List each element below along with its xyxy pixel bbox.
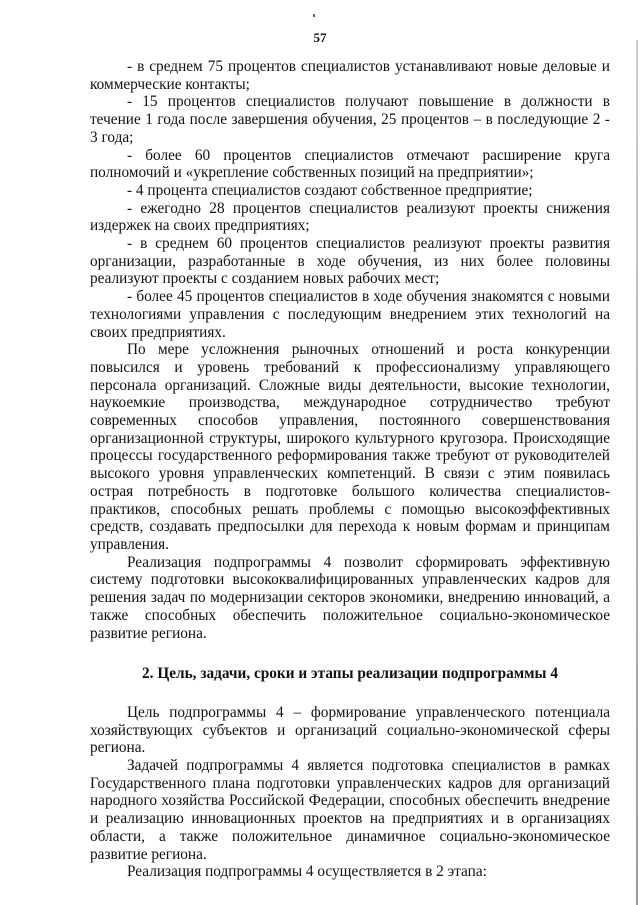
list-item: - ежегодно 28 процентов специалистов реализуют проекты снижения издержек на своих предприятиях; xyxy=(90,199,610,235)
section-heading: 2. Цель, задачи, сроки и этапы реализации подпрограммы 4 xyxy=(142,665,558,683)
paragraph: Реализация подпрограммы 4 позволит сформировать эффективную систему подготовки высококвалифицированных управленческих кадров для решения задач по модернизации секторов экономики, внедрению инноваций, а также способных обеспечить положительное социально-экономическое развитие региона. xyxy=(90,553,610,642)
list-item: - 4 процента специалистов создают собственное предприятие; xyxy=(127,181,533,199)
list-item: - более 60 процентов специалистов отмечают расширение круга полномочий и «укрепление собственных позиций на предприятии»; xyxy=(90,146,610,182)
document-body xyxy=(90,58,610,881)
list-item: - 15 процентов специалистов получают повышение в должности в течение 1 года после завершения обучения, 25 процентов – в последующие 2 - 3 года; xyxy=(90,93,610,146)
scan-speck xyxy=(313,14,315,17)
page-number: 57 xyxy=(313,30,327,45)
list-item: - в среднем 75 процентов специалистов устанавливают новые деловые и коммерческие контакты; xyxy=(90,58,610,93)
scan-edge xyxy=(636,40,638,905)
paragraph: По мере усложнения рыночных отношений и роста конкуренции повысился и уровень требований к профессионализму управляющего персонала организаций. Сложные виды деятельности, высокие технологии, наукоемкие производства, международное сотрудничество требуют современных способов управления, постоянного совершенствования организационной структуры, широкого культурного кругозора. Происходящие процессы государственного реформирования также требуют от руководителей высокого уровня управленческих компетенций. В связи с этим появилась острая потребность в подготовке большого количества специалистов-практиков, способных решать проблемы с помощью высокоэффективных средств, создавать предпосылки для перехода к новым формам и принципам управления. xyxy=(90,341,610,553)
paragraph: Задачей подпрограммы 4 является подготовка специалистов в рамках Государственного плана подготовки управленческих кадров для организаций народного хозяйства Российской Федерации, способных обеспечить внедрение и реализацию инновационных проектов на предприятиях и в организациях области, а также положительное динамичное социально-экономическое развитие региона. xyxy=(90,757,610,863)
paragraph: Реализация подпрограммы 4 осуществляется в 2 этапа: xyxy=(127,863,487,881)
paragraph: Цель подпрограммы 4 – формирование управленческого потенциала хозяйствующих субъектов и организаций социально-экономической сферы региона. xyxy=(90,703,610,757)
list-item: - в среднем 60 процентов специалистов реализуют проекты развития организации, разработанные в ходе обучения, из них более половины реализуют проекты с созданием новых рабочих мест; xyxy=(90,235,610,288)
list-item: - более 45 процентов специалистов в ходе обучения знакомятся с новыми технологиями управления с последующим внедрением этих технологий на своих предприятиях. xyxy=(90,288,610,341)
